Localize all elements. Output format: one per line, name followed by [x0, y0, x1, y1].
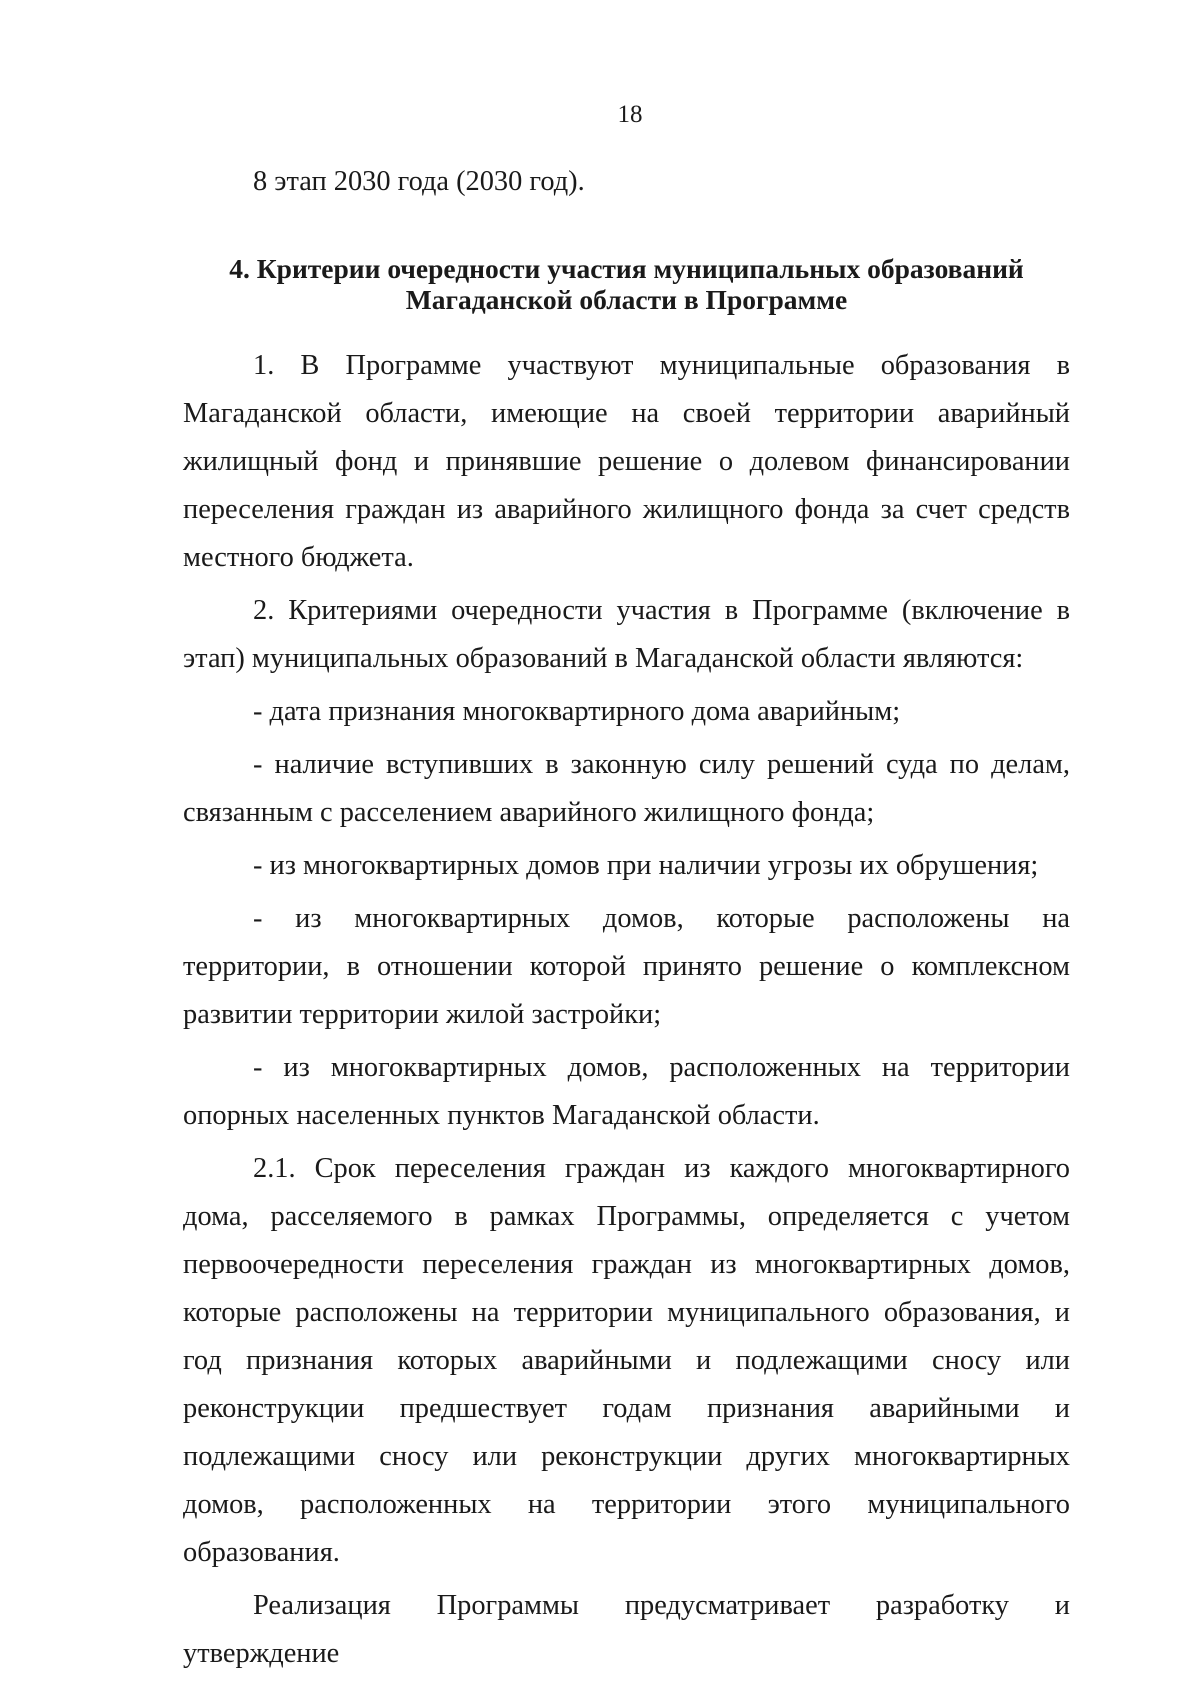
section-title-line-1: 4. Критерии очередности участия муниципальных образований [229, 253, 1024, 284]
paragraph-2-1: 2.1. Срок переселения граждан из каждого многоквартирного дома, расселяемого в рамках Программы, определяется с учетом первоочередности переселения граждан из многоквартирных домов, которые расположены на территории муниципального образования, и год признания которых аварийными и подлежащими сносу или реконструкции предшествует годам признания аварийными и подлежащими сносу или реконструкции других многоквартирных домов, расположенных на территории этого муниципального образования. [183, 1153, 1070, 1568]
criterion-item: - из многоквартирных домов, которые расположены на территории, в отношении которой принято решение о комплексном развитии территории жилой застройки; [183, 903, 1070, 1030]
document-body [183, 158, 1070, 1683]
criterion-item: - из многоквартирных домов, расположенных на территории опорных населенных пунктов Магаданской области. [183, 1052, 1070, 1131]
section-title [183, 253, 1070, 315]
paragraph-2: 2. Критериями очередности участия в Программе (включение в этап) муниципальных образований в Магаданской области являются: [183, 595, 1070, 674]
page-number: 18 [617, 101, 643, 128]
paragraph-last: Реализация Программы предусматривает разработку и утверждение [183, 1590, 1070, 1669]
paragraph-1: 1. В Программе участвуют муниципальные образования в Магаданской области, имеющие на своей территории аварийный жилищный фонд и принявшие решение о долевом финансировании переселения граждан из аварийного жилищного фонда за счет средств местного бюджета. [183, 350, 1070, 573]
stage-line: 8 этап 2030 года (2030 год). [253, 166, 585, 197]
criterion-item: - из многоквартирных домов при наличии угрозы их обрушения; [253, 850, 1039, 881]
criterion-item: - дата признания многоквартирного дома аварийным; [253, 696, 901, 727]
section-title-line-2: Магаданской области в Программе [405, 284, 848, 315]
criterion-item: - наличие вступивших в законную силу решений суда по делам, связанным с расселением аварийного жилищного фонда; [183, 749, 1070, 828]
